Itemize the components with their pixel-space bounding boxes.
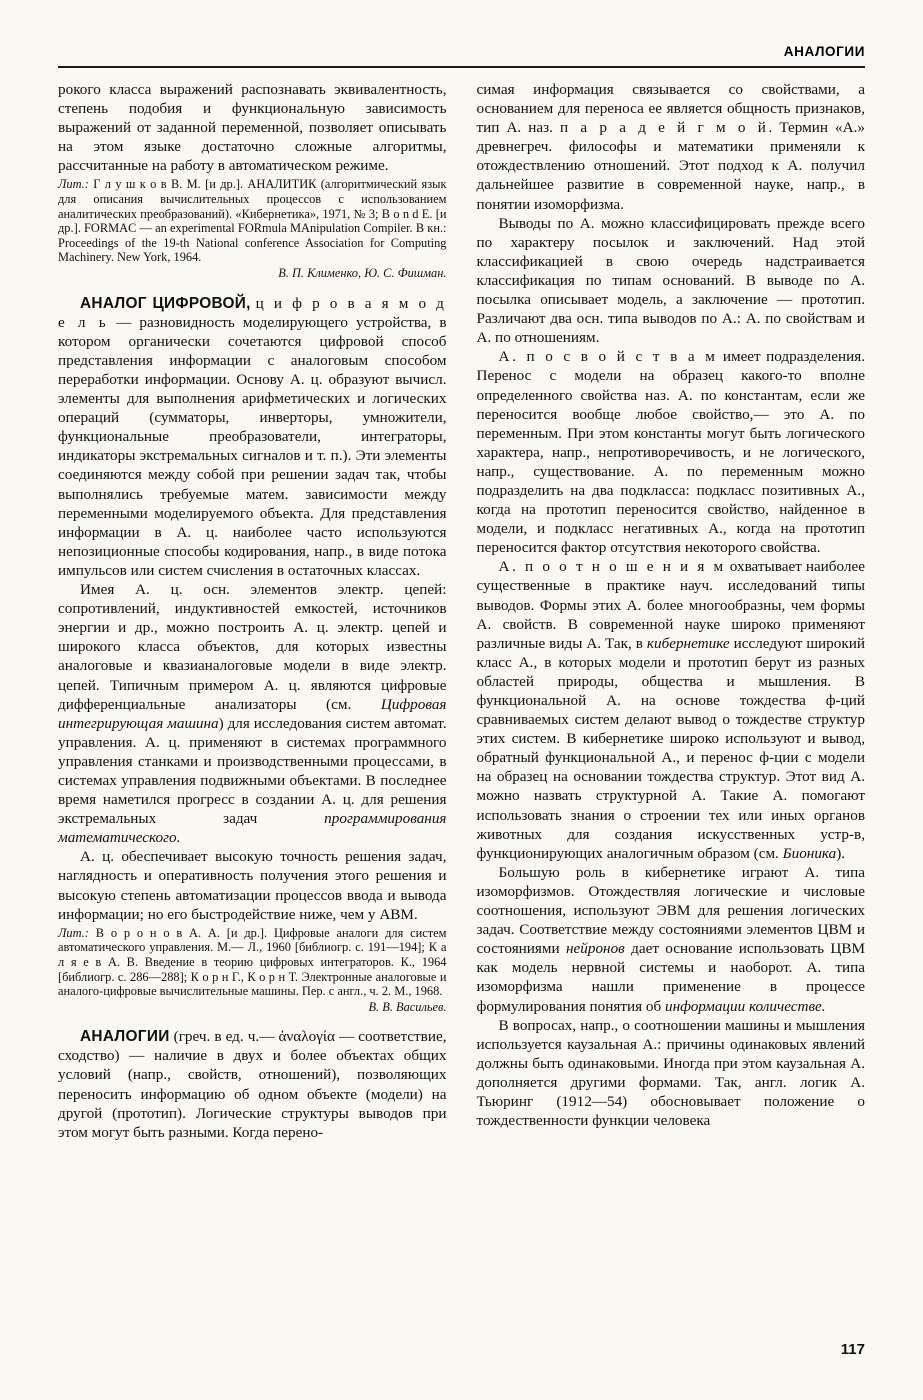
paragraph-l2-a: Имея А. ц. осн. элементов электр. цепей: сопротивлений, индуктивностей емкостей, источников энергии и др., можно построить А. ц. электр. цепей и широкого класса объектов, для которых известны аналоговые и квазианалоговые модели в виде электр. цепей. Типичным примером А. ц. являются цифровые дифференциальные анализаторы (см. (58, 581, 447, 713)
header-rule (58, 66, 865, 68)
entry-1-title: АНАЛОГ ЦИФРОВОЙ, (80, 294, 251, 312)
paragraph-r4-italic-1: кибернетике (646, 634, 730, 652)
paragraph-l2-italic-1: Цифровая интегрирующая машина (58, 695, 447, 732)
paragraph-r3 (477, 347, 866, 557)
entry-analogii (58, 1027, 447, 1142)
bibliography-1-text-1: Г л у ш к о в В. М. [и др.]. АНАЛИТИК (алгоритмический язык для описания вычислительных процессов с использованием аналитических преобразований). «Кибернетика», 1971, № 3; (58, 177, 447, 221)
bibliography-label: Лит.: (58, 177, 89, 192)
paragraph-continuation: рокого класса выражений распознавать эквивалентность, степень подобия и функциональную зависимость выражений от заданной переменной, позволяет описывать на этом языке достаточно сложные алгоритмы, рассчитанные на работу в автоматическом режиме. (58, 81, 447, 175)
entry-analog-cifrovoy (58, 294, 447, 580)
paragraph-r4-a: охватывает наиболее существенные в практике науч. исследований типы выводов. Формы этих А. более многообразны, чем формы А. свойств. В современной науке широко применяют различные виды А. Так, в (476, 558, 865, 652)
paragraph-l2-italic-2: программирования математического. (58, 810, 447, 847)
left-column (58, 80, 447, 1325)
paragraph-r5-italic-2: информации количестве. (664, 997, 826, 1015)
paragraph-l3: А. ц. обеспечивает высокую точность решения задач, наглядность и оперативность получения этого решения и высокую степень автоматизации процессов ввода и вывода информации; но его быстродействие ниже, чем у АВМ. (58, 848, 447, 923)
paragraph-r1-b: . Термин «А.» древнегреч. философы и математики применяли к отождествлению отношений. Этот подход к А. получил дальнейшее развитие в современной науке, напр., в понятии изоморфизма. (476, 119, 865, 213)
entry-2-text: (греч. в ед. ч.— ἀναλογία — соответствие, сходство) — наличие в двух и более объектах общих условий (напр., свойств, отношений), позволяющих переносить информацию об одном объекте (модели) на другой (прототип). Логические структуры выводов при этом могут быть разными. Когда перено- (58, 1028, 447, 1141)
bibliography-2-text: В о р о н о в А. А. [и др.]. Цифровые аналоги для систем автоматического управления. М.— Л., 1960 [библиогр. с. 191—194]; К а л я е в А. В. Введение в теорию цифровых интеграторов. К., 1964 [библиогр. с. 286—288]; К о р н Г., К о р н Т. Электронные аналоговые и аналого-цифровые вычислительные машины. Пер. с англ., ч. 2. М., 1968. (58, 925, 447, 999)
paragraph-r5-b: дает основание использовать ЦВМ как модель нервной системы и наоборот. А. типа изоморфизма нашли применение в процессе формулирования понятия об (476, 940, 865, 1015)
paragraph-r4-c: ). (836, 844, 846, 862)
paragraph-r5-italic-1: нейронов (566, 940, 625, 958)
paragraph-r3-b: имеет подразделения. Перенос с модели на образец какого-то вполне определенного свойства наз. А. по константам, если же переносится вообще любое свойство,— это А. по переменным. При этом константы могут быть логического характера, напр., непротиворечивость, и не логического, напр., существование. А. по переменным можно подразделить на два подкласса: подкласс позитивных А., когда на прототип переносится свойство, найденное в модели, и подкласс негативных А., когда на прототип переносится фактор отсутствия некоторого свойства. (476, 348, 865, 557)
paragraph-r6: В вопросах, напр., о соотношении машины и мышления используется каузальная А.: причины одинаковых явлений должны быть одинаковыми. Иногда при этом каузальная А. дополняется другими формами. Так, англ. логик А. Тьюринг (1912—54) обосновывает положение о тождественности функции человека (476, 1016, 865, 1130)
paragraph-r4 (477, 557, 866, 863)
bibliography-1-text-2: B o n d E. [и др.]. FORMAC — an experimental FORmula MAnipulation Compiler. В кн.: Proceedings of the 19-th National conference Association for Computing Machinery. New York, 1964. (58, 206, 447, 265)
bibliography-1 (58, 177, 447, 265)
paragraph-r4-spaced: А. п о о т н о ш е н и я м (498, 558, 726, 576)
right-column (477, 80, 866, 1325)
paragraph-r5 (477, 863, 866, 1016)
entry-2-title: АНАЛОГИИ (80, 1028, 170, 1046)
paragraph-r4-italic-2: Бионика (782, 844, 837, 862)
paragraph-l2-b: ) для исследования систем автомат. управления. А. ц. применяют в системах программного управления станками и производственными процессами, в системах управления подвижными объектами. В последнее время наметился прогресс в создании А. ц. для решения экстремальных задач (58, 714, 447, 828)
paragraph-l2 (58, 580, 447, 847)
signature-1: В. П. Клименко, Ю. С. Фишман. (278, 266, 447, 281)
page-number: 117 (840, 1341, 865, 1358)
paragraph-r1-spaced: п а р а д е й г м о й (559, 119, 769, 137)
paragraph-r4-b: исследуют широкий класс А., в которых модели и прототип берут из разных областей природы, общества и мышления. В функциональной А. на основе тождества ф-ций сравниваемых систем делают вывод о тождестве структур этих систем. В кибернетике широко используют и вывод, обратный функциональной А., и перенос ф-ции с модели на образец на основании тождества структур. Этот вид А. можно назвать структурной А. Такие А. помогают использовать знания о строении тех или иных органов животных для создания искусственных устр-в, функционирующих аналогичным образом (см. (476, 634, 866, 862)
paragraph-r3-spaced: А. п о с в о й с т в а м (498, 348, 718, 366)
entry-1-lead: ц и ф р о в а я м о д е л ь (58, 294, 447, 331)
signature-2: В. В. Васильев. (368, 999, 447, 1014)
entry-1-text: — разновидность моделирующего устройства, в котором органически сочетаются цифровой способ представления информации с аналоговым способом переработки информации. Основу А. ц. образуют вычисл. элементы для выполнения арифметических и логических операций (сумматоры, инверторы, умножители, функциональные преобразователи, интеграторы, индикаторы экстремальных сигналов и т. п.). Эти элементы соединяются между собой при решении задач так, чтобы выполнялись требуемые матем. зависимости между переменными моделируемого объекта. Для представления информации в А. ц. наиболее часто используются непозиционные способы кодирования, напр., в виде потока импульсов или систем счисления в остаточных классах. (58, 313, 447, 579)
paragraph-r1-a: симая информация связывается со свойствами, а основанием для переноса ее является общность признаков, тип А. наз. (476, 81, 865, 137)
paragraph-r1 (477, 80, 866, 214)
bibliography-2-label: Лит.: (58, 925, 89, 940)
running-head: АНАЛОГИИ (783, 44, 865, 59)
columns-container (58, 80, 865, 1325)
paragraph-r2: Выводы по А. можно классифицировать прежде всего по характеру посылок и заключений. Над этой классификацией в свою очередь надстраивается классификация по типам оснований. В выводе по А. посылка описывает модель, а заключение — прототип. Различают два осн. типа выводов по А.: А. по свойствам и А. по отношениям. (476, 214, 865, 347)
paragraph-r5-a: Большую роль в кибернетике играют А. типа изоморфизмов. Отождествляя логические и числовые соотношения, используют ЭВМ для решения логических задач. Соответствие между состояниями элементов ЦВМ и состояниями (476, 863, 865, 958)
bibliography-2 (58, 926, 447, 999)
